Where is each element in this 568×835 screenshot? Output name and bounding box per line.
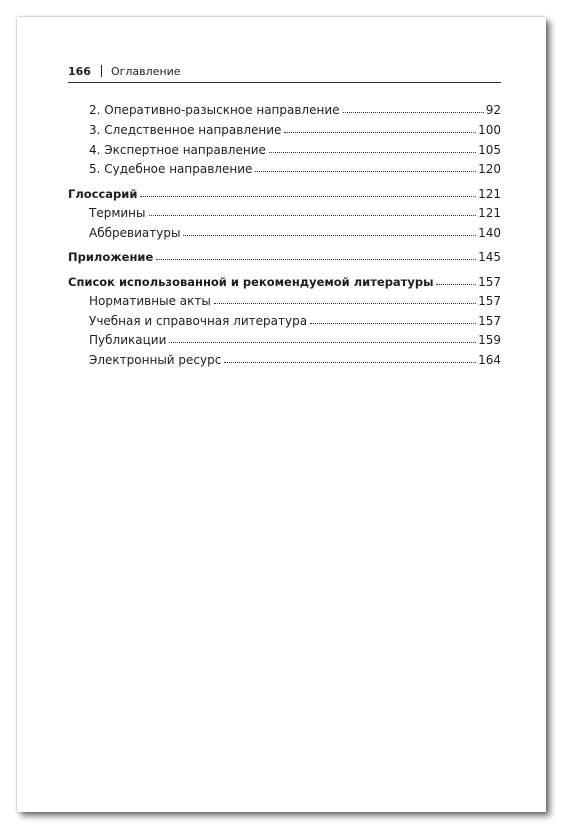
toc-entry-page: 164 <box>478 353 501 367</box>
toc-chapter-title: Глоссарий <box>68 187 138 201</box>
toc-entry <box>68 330 501 347</box>
toc-leader-dots <box>149 214 477 216</box>
toc-leader-dots <box>269 151 476 153</box>
toc-entry <box>68 311 501 328</box>
toc-entry-title: Нормативные акты <box>89 294 211 308</box>
toc-entry <box>68 120 501 137</box>
toc-chapter <box>68 272 501 289</box>
toc-entry <box>68 291 501 308</box>
toc-entry <box>68 203 501 220</box>
toc-leader-dots <box>436 283 476 285</box>
toc-entry-title: Электронный ресурс <box>89 353 222 367</box>
toc-chapter-page: 145 <box>478 250 501 264</box>
toc-entry-page: 157 <box>478 314 501 328</box>
toc-leader-dots <box>169 341 476 343</box>
header-separator <box>101 65 102 77</box>
toc-entry <box>68 350 501 367</box>
toc-entry-title: Аббревиатуры <box>89 226 181 240</box>
toc-entry-page: 105 <box>478 143 501 157</box>
toc-leader-dots <box>156 258 476 260</box>
toc-entry <box>68 100 501 117</box>
toc-chapter <box>68 247 501 264</box>
toc-entry-page: 159 <box>478 333 501 347</box>
toc-leader-dots <box>224 361 476 363</box>
toc-leader-dots <box>140 195 476 197</box>
toc-entry <box>68 223 501 240</box>
toc-leader-dots <box>183 234 476 236</box>
header-section-title: Оглавление <box>110 64 181 78</box>
toc-entry <box>68 159 501 176</box>
toc-leader-dots <box>343 111 484 113</box>
toc-chapter <box>68 184 501 201</box>
toc-chapter-page: 157 <box>478 275 501 289</box>
toc-leader-dots <box>284 131 476 133</box>
toc-entry-title: 4. Экспертное направление <box>89 143 266 157</box>
toc-entry <box>68 140 501 157</box>
toc-entry-page: 140 <box>478 226 501 240</box>
toc-chapter-title: Список использованной и рекомендуемой литературы <box>68 275 434 289</box>
toc-entry-page: 121 <box>478 206 501 220</box>
toc-leader-dots <box>310 322 476 324</box>
toc-entry-title: 2. Оперативно-разыскное направление <box>89 103 340 117</box>
running-header <box>68 63 501 79</box>
toc-entry-title: Термины <box>89 206 146 220</box>
toc-entry-page: 120 <box>478 162 501 176</box>
toc-leader-dots <box>255 170 476 172</box>
toc-entry-title: 5. Судебное направление <box>89 162 253 176</box>
toc-chapter-page: 121 <box>478 187 501 201</box>
toc-entry-page: 92 <box>485 103 501 117</box>
toc-entry-title: Публикации <box>89 333 167 347</box>
page-number: 166 <box>68 64 91 78</box>
toc-chapter-title: Приложение <box>68 250 154 264</box>
toc-entry-title: Учебная и справочная литература <box>89 314 308 328</box>
header-rule <box>68 82 501 83</box>
toc-entry-page: 157 <box>478 294 501 308</box>
toc-entry-title: 3. Следственное направление <box>89 123 282 137</box>
toc-entry-page: 100 <box>478 123 501 137</box>
toc-leader-dots <box>214 302 476 304</box>
